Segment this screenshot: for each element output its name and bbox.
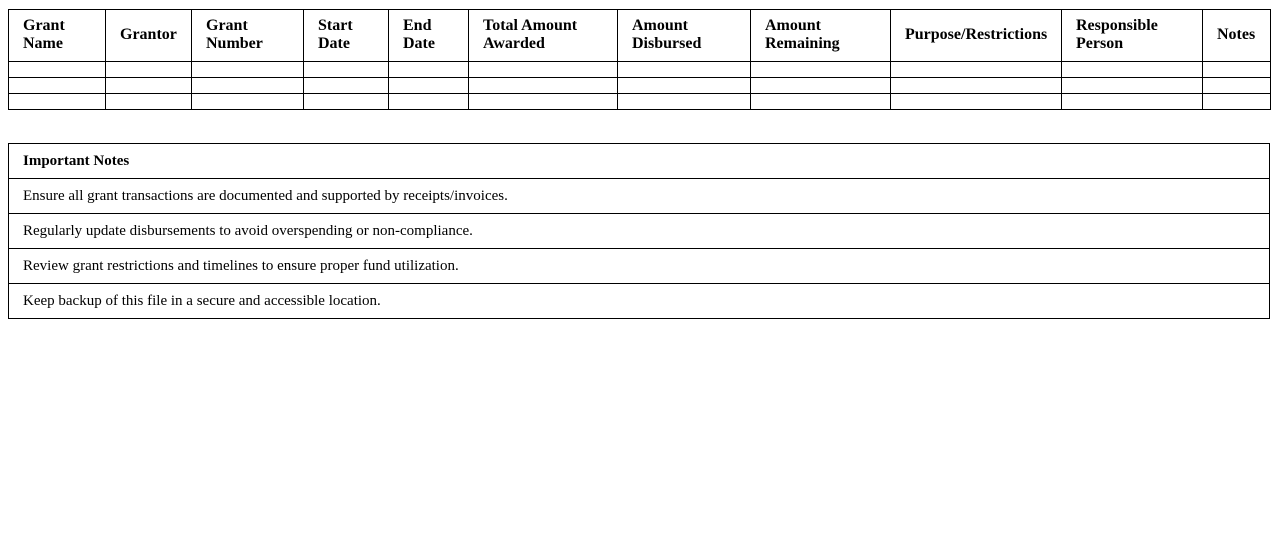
important-notes-table — [8, 143, 1270, 319]
table-cell-purpose-restrictions[interactable] — [891, 78, 1062, 94]
table-cell-amount-disbursed[interactable] — [618, 94, 751, 110]
table-cell-total-amount-awarded[interactable] — [469, 78, 618, 94]
table-cell-notes[interactable] — [1203, 78, 1271, 94]
table-cell-start-date[interactable] — [304, 62, 389, 78]
table-cell-purpose-restrictions[interactable] — [891, 94, 1062, 110]
list-item — [9, 284, 1270, 319]
table-cell-notes[interactable] — [1203, 62, 1271, 78]
list-item — [9, 249, 1270, 284]
table-cell-grant-name[interactable] — [9, 94, 106, 110]
table-cell-grant-number[interactable] — [192, 62, 304, 78]
important-notes-title: Important Notes — [9, 144, 1270, 179]
note-text: Regularly update disbursements to avoid overspending or non-compliance. — [9, 214, 1270, 249]
table-cell-grantor[interactable] — [106, 94, 192, 110]
grant-table-header-row — [9, 10, 1271, 62]
list-item — [9, 214, 1270, 249]
table-cell-amount-remaining[interactable] — [751, 62, 891, 78]
column-header-amount-disbursed: Amount Disbursed — [618, 10, 751, 62]
grant-tracking-table — [8, 9, 1271, 110]
table-cell-total-amount-awarded[interactable] — [469, 94, 618, 110]
column-header-grant-name: Grant Name — [9, 10, 106, 62]
column-header-end-date: End Date — [389, 10, 469, 62]
table-cell-grantor[interactable] — [106, 78, 192, 94]
table-cell-grant-name[interactable] — [9, 62, 106, 78]
table-cell-amount-disbursed[interactable] — [618, 62, 751, 78]
table-cell-end-date[interactable] — [389, 94, 469, 110]
table-cell-amount-remaining[interactable] — [751, 78, 891, 94]
list-item — [9, 179, 1270, 214]
table-cell-end-date[interactable] — [389, 62, 469, 78]
note-text: Keep backup of this file in a secure and accessible location. — [9, 284, 1270, 319]
column-header-grantor: Grantor — [106, 10, 192, 62]
column-header-start-date: Start Date — [304, 10, 389, 62]
table-cell-grantor[interactable] — [106, 62, 192, 78]
table-cell-start-date[interactable] — [304, 78, 389, 94]
table-row — [9, 62, 1271, 78]
table-cell-grant-name[interactable] — [9, 78, 106, 94]
table-cell-total-amount-awarded[interactable] — [469, 62, 618, 78]
column-header-purpose-restrictions: Purpose/Restrictions — [891, 10, 1062, 62]
column-header-total-amount-awarded: Total Amount Awarded — [469, 10, 618, 62]
column-header-responsible-person: Responsible Person — [1062, 10, 1203, 62]
table-cell-amount-disbursed[interactable] — [618, 78, 751, 94]
table-row — [9, 94, 1271, 110]
table-cell-grant-number[interactable] — [192, 94, 304, 110]
table-cell-responsible-person[interactable] — [1062, 94, 1203, 110]
table-row — [9, 78, 1271, 94]
note-text: Ensure all grant transactions are documented and supported by receipts/invoices. — [9, 179, 1270, 214]
table-cell-responsible-person[interactable] — [1062, 62, 1203, 78]
notes-header-row — [9, 144, 1270, 179]
column-header-notes: Notes — [1203, 10, 1271, 62]
table-cell-end-date[interactable] — [389, 78, 469, 94]
column-header-grant-number: Grant Number — [192, 10, 304, 62]
note-text: Review grant restrictions and timelines to ensure proper fund utilization. — [9, 249, 1270, 284]
table-cell-amount-remaining[interactable] — [751, 94, 891, 110]
column-header-amount-remaining: Amount Remaining — [751, 10, 891, 62]
table-cell-notes[interactable] — [1203, 94, 1271, 110]
table-cell-grant-number[interactable] — [192, 78, 304, 94]
table-cell-purpose-restrictions[interactable] — [891, 62, 1062, 78]
table-cell-start-date[interactable] — [304, 94, 389, 110]
table-cell-responsible-person[interactable] — [1062, 78, 1203, 94]
